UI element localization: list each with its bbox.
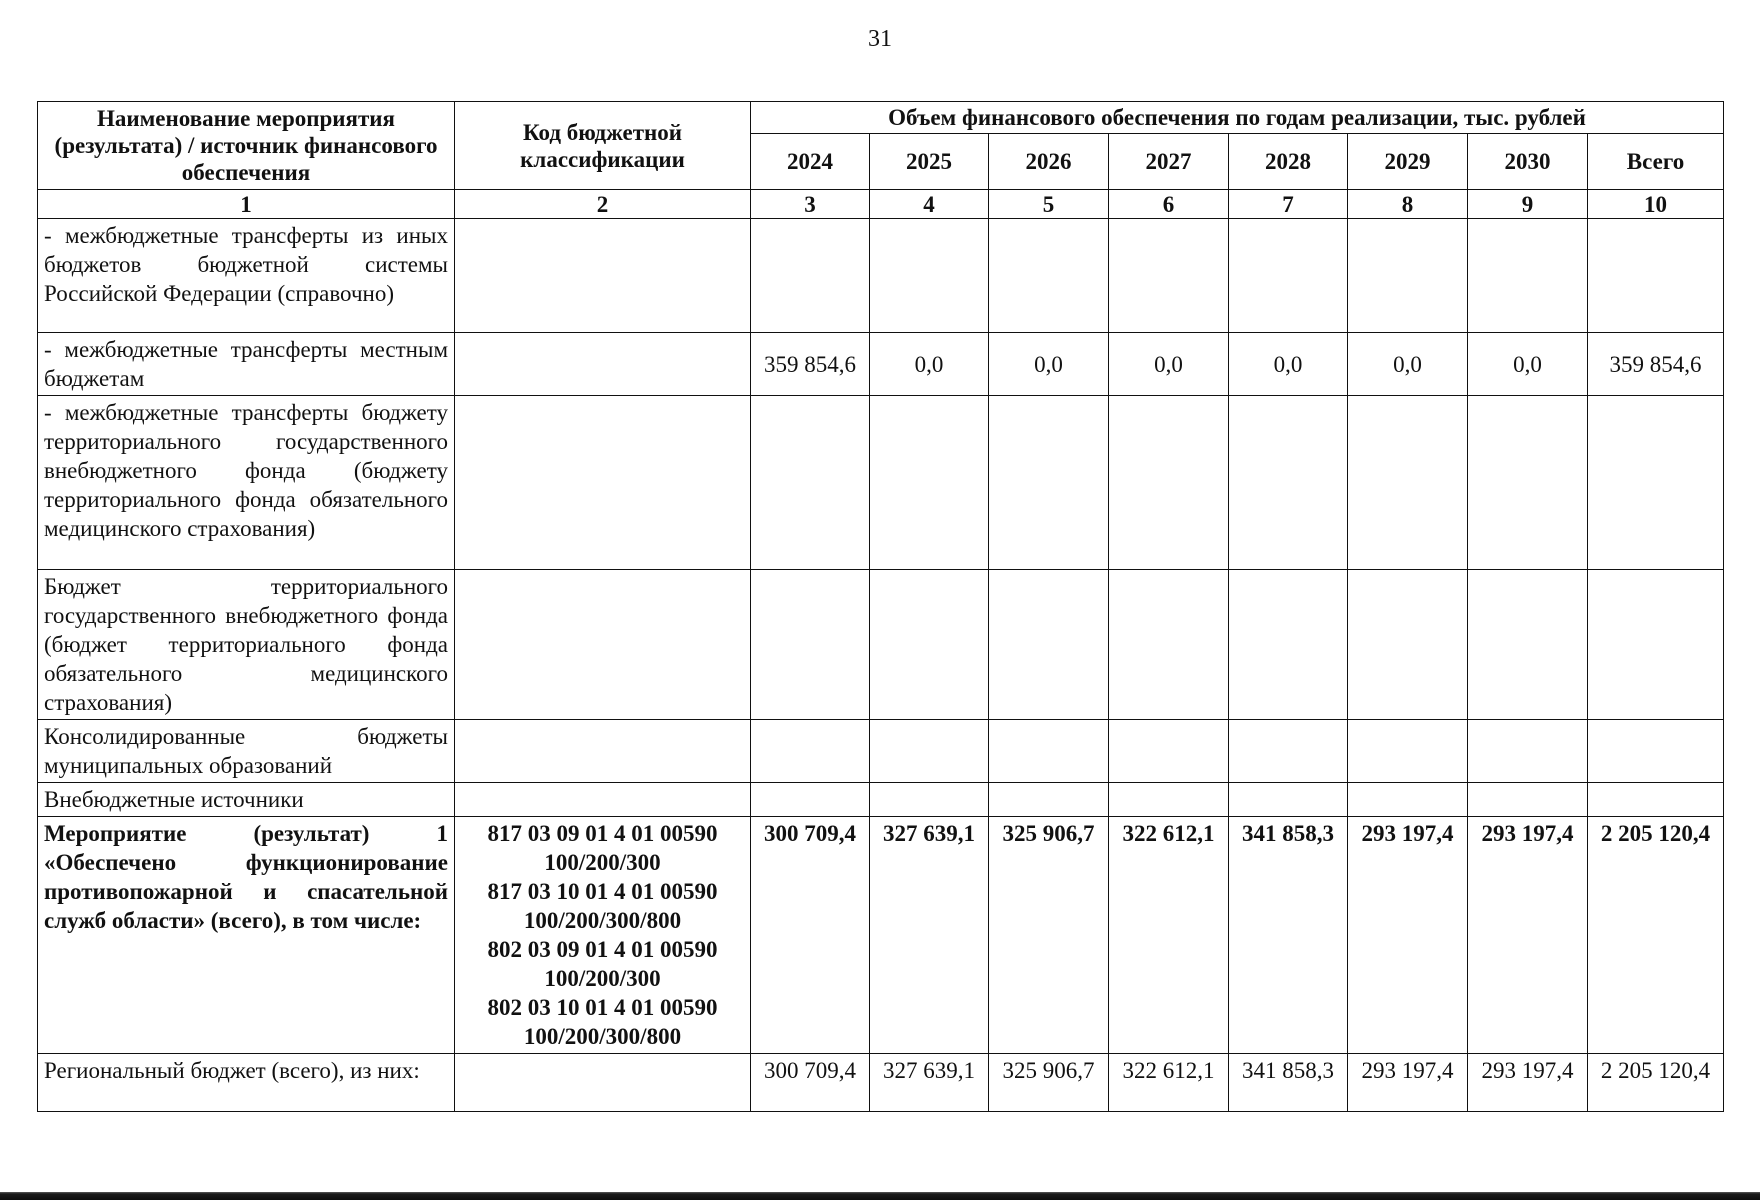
value-cell: 293 197,4 [1468,1054,1588,1112]
header-year: 2029 [1348,134,1468,190]
row-name: - межбюджетные трансферты бюджету территориального государственного внебюджетного фонда (бюджету территориального фонда обязательного медицинского страхования) [38,396,455,570]
value-cell [1468,783,1588,817]
header-year: 2030 [1468,134,1588,190]
value-cell: 341 858,3 [1229,817,1348,1054]
row-name: Внебюджетные источники [38,783,455,817]
page-number: 31 [868,26,892,52]
value-cell [1588,396,1724,570]
value-cell: 359 854,6 [751,333,870,396]
row-code [455,219,751,333]
value-cell: 0,0 [1348,333,1468,396]
header-year: 2028 [1229,134,1348,190]
table-row [38,817,1724,1054]
header-total: Всего [1588,134,1724,190]
code-line: 802 03 09 01 4 01 00590 [487,937,718,962]
value-cell [1588,219,1724,333]
row-code [455,783,751,817]
financing-table [37,101,1724,1112]
row-code [455,1054,751,1112]
value-cell: 293 197,4 [1348,1054,1468,1112]
value-cell: 327 639,1 [870,1054,989,1112]
value-cell: 325 906,7 [989,1054,1109,1112]
column-numbers-row [38,190,1724,219]
value-cell [751,570,870,720]
header-code-column: Код бюджетной классификации [455,102,751,190]
value-cell [1109,396,1229,570]
header-funding-volume: Объем финансового обеспечения по годам реализации, тыс. рублей [751,102,1724,134]
value-cell [989,219,1109,333]
value-cell [870,219,989,333]
row-code [455,333,751,396]
value-cell [989,396,1109,570]
value-cell: 0,0 [1109,333,1229,396]
value-cell [989,720,1109,783]
column-number: 9 [1468,190,1588,219]
value-cell [751,219,870,333]
value-cell: 0,0 [989,333,1109,396]
table-row [38,720,1724,783]
value-cell [870,720,989,783]
value-cell [1588,720,1724,783]
table-row [38,1054,1724,1112]
value-cell [1468,720,1588,783]
table-row [38,783,1724,817]
header-year: 2025 [870,134,989,190]
code-line: 817 03 10 01 4 01 00590 [487,879,718,904]
value-cell: 300 709,4 [751,1054,870,1112]
value-cell [1588,783,1724,817]
code-line: 100/200/300/800 [523,1024,682,1049]
table-row [38,333,1724,396]
column-number: 3 [751,190,870,219]
value-cell [1348,396,1468,570]
row-code [455,570,751,720]
code-line: 100/200/300/800 [523,908,682,933]
value-cell [870,783,989,817]
column-number: 1 [38,190,455,219]
value-cell: 293 197,4 [1468,817,1588,1054]
column-number: 4 [870,190,989,219]
value-cell [1468,570,1588,720]
column-number: 5 [989,190,1109,219]
value-cell [1468,396,1588,570]
code-line: 100/200/300 [544,966,661,991]
value-cell: 0,0 [1229,333,1348,396]
financing-table-wrapper [37,101,1723,1112]
value-cell: 359 854,6 [1588,333,1724,396]
value-cell [1588,570,1724,720]
table-row [38,570,1724,720]
row-name: Региональный бюджет (всего), из них: [38,1054,455,1112]
header-year: 2026 [989,134,1109,190]
row-name: Бюджет территориального государственного внебюджетного фонда (бюджет территориального фонда обязательного медицинского страхования) [38,570,455,720]
value-cell: 0,0 [870,333,989,396]
value-cell [1229,720,1348,783]
row-name: - межбюджетные трансферты местным бюджетам [38,333,455,396]
row-code [455,817,751,1054]
table-row [38,396,1724,570]
value-cell: 293 197,4 [1348,817,1468,1054]
value-cell [989,570,1109,720]
value-cell [1348,783,1468,817]
value-cell [751,396,870,570]
value-cell [1348,570,1468,720]
value-cell: 2 205 120,4 [1588,817,1724,1054]
value-cell: 325 906,7 [989,817,1109,1054]
row-code [455,396,751,570]
column-number: 2 [455,190,751,219]
column-number: 8 [1348,190,1468,219]
value-cell [870,396,989,570]
code-line: 100/200/300 [544,850,661,875]
header-year: 2024 [751,134,870,190]
row-name: Мероприятие (результат) 1 «Обеспечено функционирование противопожарной и спасательной служб области» (всего), в том числе: [38,817,455,1054]
value-cell: 322 612,1 [1109,817,1229,1054]
column-number: 6 [1109,190,1229,219]
column-number: 10 [1588,190,1724,219]
value-cell: 0,0 [1468,333,1588,396]
row-name: - межбюджетные трансферты из иных бюджетов бюджетной системы Российской Федерации (справочно) [38,219,455,333]
value-cell: 300 709,4 [751,817,870,1054]
header-name-column: Наименование мероприятия (результата) / источник финансового обеспечения [38,102,455,190]
value-cell [1109,783,1229,817]
row-code [455,720,751,783]
code-line: 817 03 09 01 4 01 00590 [487,821,718,846]
value-cell [1229,396,1348,570]
value-cell [1229,219,1348,333]
value-cell [1468,219,1588,333]
value-cell [1109,570,1229,720]
scan-edge-bar [0,1192,1760,1200]
code-line: 802 03 10 01 4 01 00590 [487,995,718,1020]
value-cell [1229,783,1348,817]
value-cell [1348,219,1468,333]
value-cell: 327 639,1 [870,817,989,1054]
row-name: Консолидированные бюджеты муниципальных образований [38,720,455,783]
value-cell: 322 612,1 [1109,1054,1229,1112]
column-number: 7 [1229,190,1348,219]
value-cell [751,720,870,783]
table-row [38,219,1724,333]
header-year: 2027 [1109,134,1229,190]
value-cell [1229,570,1348,720]
value-cell [751,783,870,817]
value-cell [989,783,1109,817]
value-cell [1109,219,1229,333]
value-cell: 2 205 120,4 [1588,1054,1724,1112]
value-cell [1348,720,1468,783]
value-cell [870,570,989,720]
value-cell: 341 858,3 [1229,1054,1348,1112]
value-cell [1109,720,1229,783]
